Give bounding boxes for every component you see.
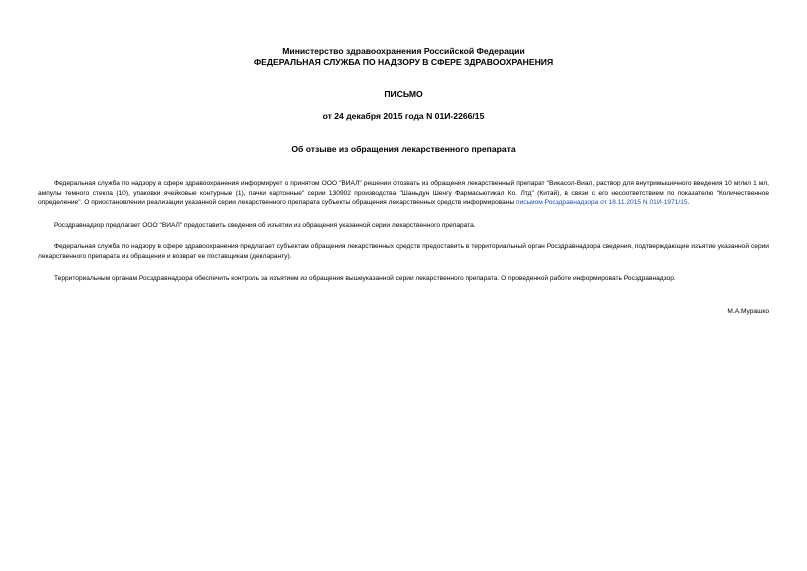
- reference-letter-link[interactable]: письмом Росздравнадзора от 18.11.2015 N 01И-1971/15: [516, 199, 688, 206]
- service-name: ФЕДЕРАЛЬНАЯ СЛУЖБА ПО НАДЗОРУ В СФЕРЕ ЗДРАВООХРАНЕНИЯ: [253, 57, 554, 67]
- document-header: [38, 46, 769, 155]
- document-date-number: от 24 декабря 2015 года N 01И-2266/15: [322, 111, 485, 121]
- paragraph-3: Федеральная служба по надзору в сфере здравоохранения предлагает субъектам обращения лекарственных средств предоставить в территориальный орган Росздравнадзора сведения, подтверждающие изъятие указанной серии лекарственного препарата из обращения и возврат ее поставщикам (декларанту).: [38, 243, 769, 260]
- paragraph-1-text: Федеральная служба по надзору в сфере здравоохранения информирует о принятом ООО "ВИАЛ" решении отозвать из обращения лекарственный препарат "Викасол-Виал, раствор для внутримышечного введения 10 мг/мл 1 мл, ампулы темного стекла (10), упаковки ячейковые контурные (1), пачки картонные" серии 130902 производства "Шаньдун Шенгу Фармасьютикал Ко. Лтд" (Китай), в связи с его несоответствием по показателю "Количественное определение". О приостановлении реализации указанной серии лекарственного препарата субъекты обращения лекарственных средств информированы: [38, 180, 769, 206]
- paragraph-1: [38, 179, 769, 208]
- document-subject: Об отзыве из обращения лекарственного препарата: [291, 144, 516, 154]
- signature: М.А.Мурашко: [727, 307, 769, 315]
- ministry-name: Министерство здравоохранения Российской Федерации: [282, 46, 525, 56]
- document-type: ПИСЬМО: [384, 89, 423, 99]
- document-page: [38, 46, 769, 316]
- paragraph-1-end: .: [687, 199, 690, 206]
- document-body: [38, 179, 769, 284]
- paragraph-4: Территориальным органам Росздравнадзора обеспечить контроль за изъятием из обращения вышеуказанной серии лекарственного препарата. О проведенной работе информировать Росздравнадзор.: [54, 275, 676, 282]
- paragraph-2: Росздравнадзор предлагает ООО "ВИАЛ" предоставить сведения об изъятии из обращения указанной серии лекарственного препарата.: [54, 221, 476, 229]
